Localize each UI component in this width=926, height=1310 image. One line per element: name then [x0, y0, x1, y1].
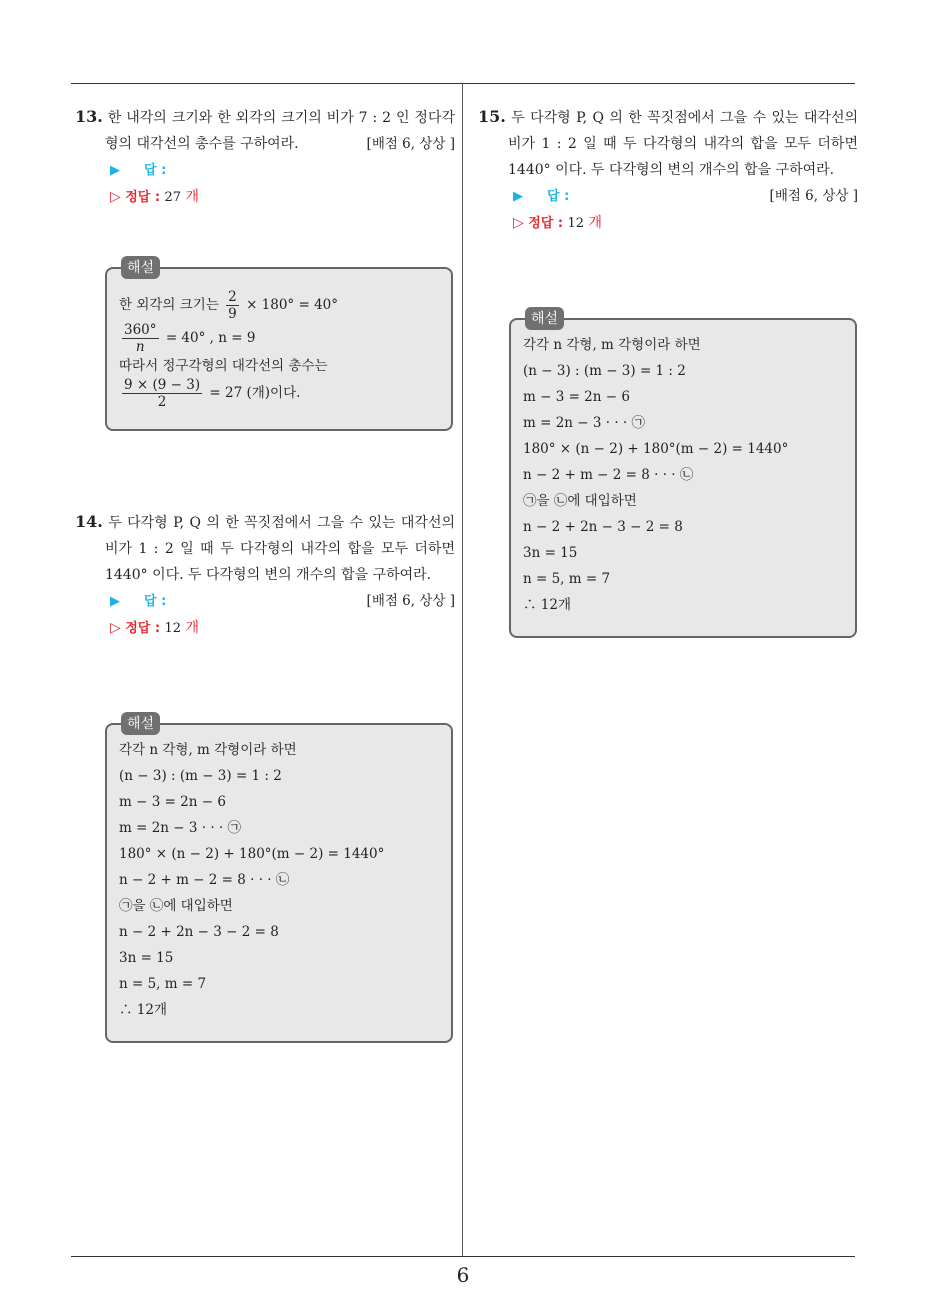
fraction-denominator: 2 [157, 394, 167, 410]
fraction [122, 322, 159, 355]
solution-line: ∴ 12개 [523, 597, 572, 613]
page-number: 6 [456, 1263, 470, 1287]
question-15-meta: [배점 6, 상상 ] [769, 188, 858, 204]
correct-triangle-icon: ▷ [513, 215, 524, 231]
bottom-rule [71, 1256, 855, 1257]
correct-value: 12 [164, 621, 182, 636]
solution-line: m = 2n − 3 · · · ㉠ [119, 820, 242, 836]
question-13-text [75, 104, 455, 157]
correct-label: 정답 : [125, 621, 161, 636]
solution-text: 한 외각의 크기는 [119, 297, 219, 313]
answer-triangle-icon: ▶ [110, 594, 120, 609]
question-14-body: 두 다각형 P, Q 의 한 꼭짓점에서 그을 수 있는 대각선의 비가 1 : 2 일 때 두 다각형의 내각의 합을 모두 더하면 1440° 이다. 두 다각형의 변의 개수의 합을 구하여라. [105, 515, 456, 583]
correct-triangle-icon: ▷ [110, 620, 121, 636]
solution-line [119, 322, 338, 355]
question-15-text [478, 104, 859, 204]
solution-box-13 [105, 260, 453, 431]
solution-line: (n − 3) : (m − 3) = 1 : 2 [119, 768, 282, 784]
solution-line: n − 2 + m − 2 = 8 · · · ㉡ [523, 467, 694, 483]
solution-line [119, 289, 338, 322]
solution-tag: 해설 [121, 256, 160, 279]
answer-label: 답 : [144, 163, 167, 178]
solution-line: n = 5, m = 7 [523, 571, 611, 587]
solution-line: n = 5, m = 7 [119, 976, 207, 992]
question-13-body: 한 내각의 크기와 한 외각의 크기의 비가 7 : 2 인 정다각형의 대각선의 총수를 구하여라. [105, 110, 455, 152]
correct-unit: 개 [588, 215, 603, 231]
solution-line: 각각 n 각형, m 각형이라 하면 [119, 742, 297, 758]
solution-tag: 해설 [121, 712, 160, 735]
correct-value: 12 [567, 216, 585, 231]
question-14-meta: [배점 6, 상상 ] [366, 593, 455, 609]
correct-unit: 개 [185, 620, 200, 636]
solution-15-body [523, 332, 788, 618]
answer-line [75, 157, 455, 184]
question-15 [478, 104, 858, 237]
fraction-numerator: 9 × (9 − 3) [124, 377, 201, 393]
solution-line: n − 2 + 2n − 3 − 2 = 8 [523, 519, 683, 535]
solution-text: = 40° , n = 9 [165, 330, 256, 346]
fraction-numerator: 2 [228, 289, 237, 305]
question-13-number: 13. [75, 107, 103, 126]
solution-line: 따라서 정구각형의 대각선의 총수는 [119, 358, 328, 374]
solution-line: 180° × (n − 2) + 180°(m − 2) = 1440° [523, 441, 789, 457]
solution-line: 3n = 15 [119, 950, 174, 966]
correct-label: 정답 : [528, 216, 564, 231]
question-13 [75, 104, 455, 211]
solution-line: m − 3 = 2n − 6 [119, 794, 226, 810]
solution-line: 180° × (n − 2) + 180°(m − 2) = 1440° [119, 846, 385, 862]
solution-text: = 27 (개)이다. [209, 385, 301, 401]
question-15-body: 두 다각형 P, Q 의 한 꼭짓점에서 그을 수 있는 대각선의 비가 1 : 2 일 때 두 다각형의 내각의 합을 모두 더하면 1440° 이다. 두 다각형의 변의 개수의 합을 구하여라. [508, 110, 859, 178]
solution-line [119, 377, 338, 410]
correct-triangle-icon: ▷ [110, 189, 121, 205]
fraction [226, 289, 239, 322]
solution-line: n − 2 + 2n − 3 − 2 = 8 [119, 924, 279, 940]
question-14-text [75, 509, 456, 609]
answer-label: 답 : [547, 189, 570, 204]
correct-line [75, 615, 455, 642]
solution-13-body [119, 289, 338, 410]
answer-label: 답 : [144, 594, 167, 609]
correct-value: 27 [164, 190, 182, 205]
fraction-numerator: 360° [124, 322, 157, 338]
question-15-number: 15. [478, 107, 506, 126]
solution-line: (n − 3) : (m − 3) = 1 : 2 [523, 363, 686, 379]
fraction-denominator: n [135, 339, 145, 355]
solution-line: m = 2n − 3 · · · ㉠ [523, 415, 646, 431]
solution-line: 3n = 15 [523, 545, 578, 561]
question-14-number: 14. [75, 512, 103, 531]
solution-line: ∴ 12개 [119, 1002, 168, 1018]
solution-14-body [119, 737, 384, 1023]
solution-line: m − 3 = 2n − 6 [523, 389, 630, 405]
solution-box-14 [105, 716, 453, 1043]
solution-box-15 [509, 311, 857, 638]
solution-tag: 해설 [525, 307, 564, 330]
solution-line: ㉠을 ㉡에 대입하면 [119, 898, 233, 914]
correct-line [478, 210, 858, 237]
question-14 [75, 509, 455, 642]
correct-label: 정답 : [125, 190, 161, 205]
question-13-meta: [배점 6, 상상 ] [366, 136, 455, 152]
top-rule [71, 83, 855, 84]
answer-triangle-icon: ▶ [110, 163, 120, 178]
fraction-denominator: 9 [228, 306, 237, 322]
fraction [122, 377, 202, 410]
solution-line: ㉠을 ㉡에 대입하면 [523, 493, 637, 509]
solution-text: × 180° = 40° [246, 297, 339, 313]
answer-triangle-icon: ▶ [513, 189, 523, 204]
column-divider [462, 83, 463, 1256]
correct-line [75, 184, 455, 211]
solution-line: 각각 n 각형, m 각형이라 하면 [523, 337, 701, 353]
correct-unit: 개 [185, 189, 200, 205]
solution-line: n − 2 + m − 2 = 8 · · · ㉡ [119, 872, 290, 888]
